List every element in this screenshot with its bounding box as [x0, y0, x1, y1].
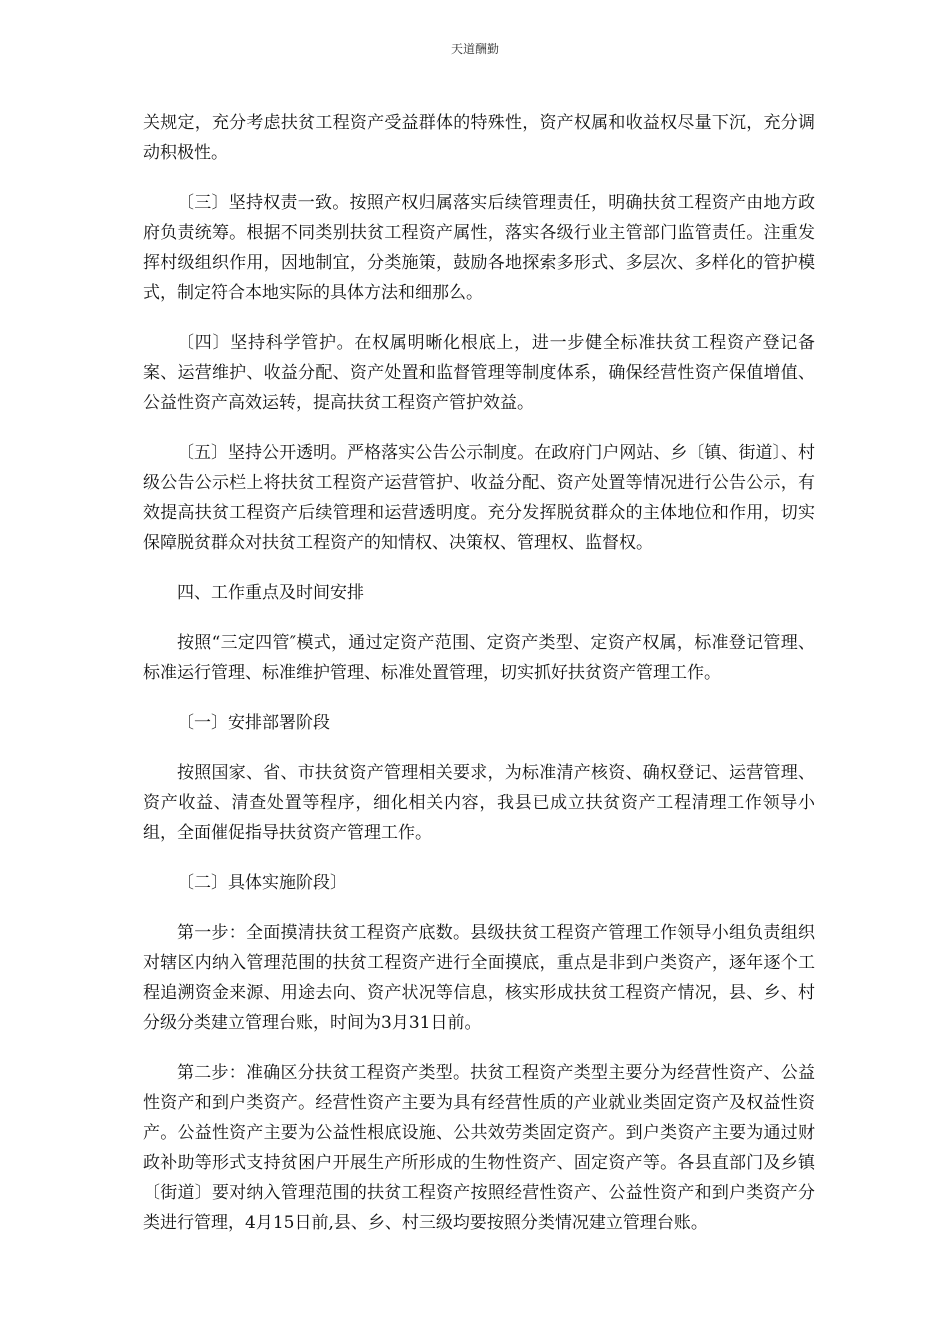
section-heading: 四、工作重点及时间安排 — [177, 583, 364, 603]
subsection-heading: 〔二〕具体实施阶段〕 — [177, 873, 347, 893]
paragraph: 按照“三定四管″模式，通过定资产范围、定资产类型、定资产权属，标准登记管理、标准运行管理、标准维护管理、标准处置管理，切实抓好扶贫资产管理工作。 — [143, 633, 815, 683]
page-header: 天道酬勤 — [450, 42, 499, 56]
paragraph: 按照国家、省、市扶贫资产管理相关要求，为标准清产核资、确权登记、运营管理、资产收益、清查处置等程序，细化相关内容，我县已成立扶贫资产工程清理工作领导小组，全面催促指导扶贫资产管理工作。 — [143, 763, 815, 843]
subsection-heading: 〔一〕安排部署阶段 — [177, 713, 330, 733]
paragraph: 第一步：全面摸清扶贫工程资产底数。县级扶贫工程资产管理工作领导小组负责组织对辖区内纳入管理范围的扶贫工程资产进行全面摸底，重点是非到户类资产，逐年逐个工程追溯资金来源、用途去向、资产状况等信息，核实形成扶贫工程资产情况，县、乡、村分级分类建立管理台账，时间为3月31日前。 — [143, 923, 815, 1033]
paragraph: 第二步：准确区分扶贫工程资产类型。扶贫工程资产类型主要分为经营性资产、公益性资产和到户类资产。经营性资产主要为具有经营性质的产业就业类固定资产及权益性资产。公益性资产主要为公益性根底设施、公共效劳类固定资产。到户类资产主要为通过财政补助等形式支持贫困户开展生产所形成的生物性资产、固定资产等。各县直部门及乡镇〔街道〕要对纳入管理范围的扶贫工程资产按照经营性资产、公益性资产和到户类资产分类进行管理，4月15日前,县、乡、村三级均要按照分类情况建立管理台账。 — [143, 1063, 815, 1233]
paragraph: 〔四〕坚持科学管护。在权属明晰化根底上，进一步健全标准扶贫工程资产登记备案、运营维护、收益分配、资产处置和监督管理等制度体系，确保经营性资产保值增值、公益性资产高效运转，提高扶贫工程资产管护效益。 — [143, 333, 815, 413]
paragraph: 〔五〕坚持公开透明。严格落实公告公示制度。在政府门户网站、乡〔镇、街道〕、村级公告公示栏上将扶贫工程资产运营管护、收益分配、资产处置等情况进行公告公示，有效提高扶贫工程资产后续管理和运营透明度。充分发挥脱贫群众的主体地位和作用，切实保障脱贫群众对扶贫工程资产的知情权、决策权、管理权、监督权。 — [143, 443, 815, 553]
paragraph: 〔三〕坚持权责一致。按照产权归属落实后续管理责任，明确扶贫工程资产由地方政府负责统筹。根据不同类别扶贫工程资产属性，落实各级行业主管部门监管责任。注重发挥村级组织作用，因地制宜，分类施策，鼓励各地探索多形式、多层次、多样化的管护模式，制定符合本地实际的具体方法和细那么。 — [143, 193, 815, 303]
document-body — [143, 108, 815, 1258]
paragraph: 关规定，充分考虑扶贫工程资产受益群体的特殊性，资产权属和收益权尽量下沉，充分调动积极性。 — [143, 113, 815, 163]
